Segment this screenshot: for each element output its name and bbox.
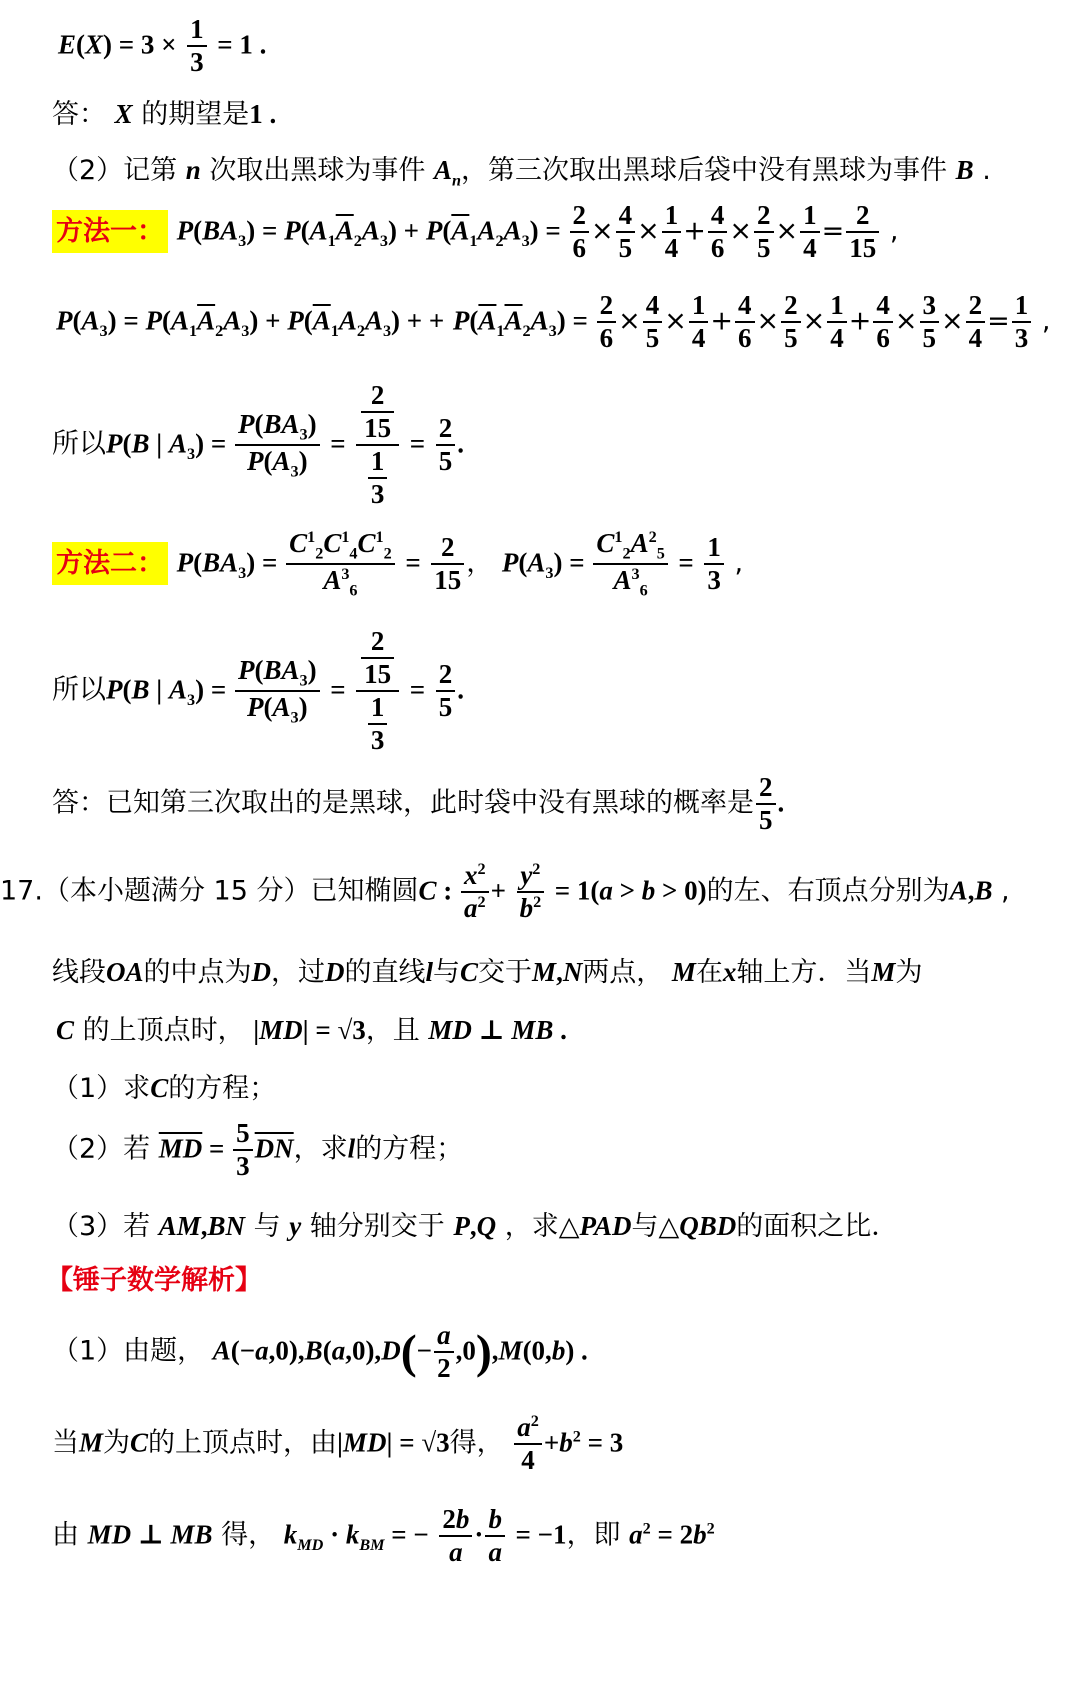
q17-line1: 17.（本小题满分 15 分）已知椭圆C : $\frac{x^2}{a^2}$ + $\frac{y^2}{b^2}$ = 1(a > b > 0)的左、右顶点分别为A,B , <box>0 860 1010 924</box>
method2-line: 方法二： $P(BA_3)$ = $\frac{C^1_2C^1_4C^1_2}{A^3_6}$ = $\frac{2}{15}$ ， $P(A_3)$ = $\frac{C^1_2A^2_5}{A^3_6}$ = $\frac{1}{3}$ , <box>52 528 1080 600</box>
solution-step1: （1）由题， A(−a,0),B(a,0),D(− $\frac{a}{2}$ ,0),M(0,b) . <box>52 1320 588 1384</box>
q17-line3: C 的上顶点时， |MD| = √3，且 MD ⊥ MB . <box>56 1015 567 1046</box>
conditional-prob-2: 所以P(B | $A_3$) = $\frac{P(BA_3)}{P(A_3)}$ = $\frac{\frac{2}{15}}{\frac{1}{3}}$ = $\frac{2}{5}$ . <box>52 626 464 756</box>
analysis-title: 【锤子数学解析】 <box>46 1265 262 1296</box>
q17-part3: （3）若 AM,BN 与 y 轴分别交于 P,Q ，求△PAD与△QBD的面积之比． <box>52 1211 899 1242</box>
expectation-formula: E(X) = 3 × $\frac{1}{3}$ = 1 . <box>58 14 267 78</box>
q17-part1: （1）求C的方程； <box>52 1073 277 1104</box>
p-a3-line: $P(A_3) = P(A_1\overline{A}_2A_3) + P(\overline{A}_1A_2A_3)$ + + $P(\overline{A}_1\overline{A}_2A_3)$ = $\frac{2}{6}$ × $\frac{4}{5}$ × $\frac{1}{4}$ + $\frac{4}{6}$ × $\frac{2}{5}$ × $\frac{1}{4}$ + $\frac{4}{6}$ × $\frac{3}{5}$ × $\frac{2}{4}$ = $\frac{1}{3}$ , <box>56 290 1051 354</box>
q17-part2: （2）若 $\overline{MD}$ = $\frac{5}{3}$ $\overline{DN}$，求l的方程； <box>52 1118 464 1182</box>
method1-line: 方法一： $P(BA_3) = P(A_1\overline{A}_2A_3) + P(\overline{A}_1A_2A_3)$ = $\frac{2}{6}$ × $\frac{4}{5}$ × $\frac{1}{4}$ + $\frac{4}{6}$ × $\frac{2}{5}$ × $\frac{1}{4}$ = $\frac{2}{15}$ , <box>52 200 1080 264</box>
method2-label: 方法二： <box>52 542 168 585</box>
conditional-prob-1: 所以P(B | $A_3$) = $\frac{P(BA_3)}{P(A_3)}$ = $\frac{\frac{2}{15}}{\frac{1}{3}}$ = $\frac{2}{5}$ . <box>52 380 464 510</box>
method1-label: 方法一： <box>52 210 168 253</box>
solution-step3: 由 MD ⊥ MB 得， $k_{MD} \cdot k_{BM}$ = − $\frac{2b}{a}$ · $\frac{b}{a}$ = −1，即 $a^2 = 2b^2$ <box>52 1504 715 1568</box>
solution-step2: 当M为C的上顶点时，由|MD| = √3得， $\frac{a^2}{4}$ $+b^2 = 3$ <box>52 1412 624 1476</box>
answer-expectation: 答： X 的期望是1 . <box>52 99 277 130</box>
answer-part2: 答：已知第三次取出的是黑球，此时袋中没有黑球的概率是 $\frac{2}{5}$ . <box>52 772 785 836</box>
q17-line2: 线段OA的中点为D，过D的直线l与C交于M,N两点， M在x轴上方．当M为 <box>52 957 923 988</box>
part2-definition: （2）记第 n 次取出黑球为事件 $A_n$，第三次取出黑球后袋中没有黑球为事件 B . <box>52 155 991 190</box>
